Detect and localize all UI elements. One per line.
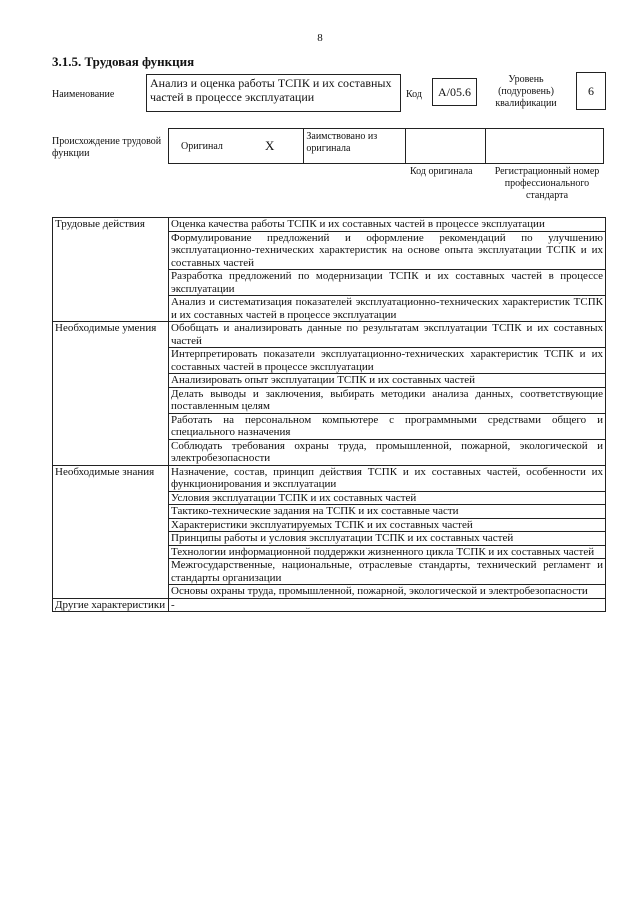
table-row bbox=[53, 598, 606, 612]
labor-function-table bbox=[52, 217, 606, 612]
table-row bbox=[53, 231, 606, 270]
group-title-cell: Другие характеристики bbox=[53, 598, 169, 612]
item-cell: - bbox=[169, 598, 606, 612]
item-cell: Интерпретировать показатели эксплуатационно-технических характеристик ТСПК и их составных частей в процессе эксплуатации bbox=[169, 348, 606, 374]
item-cell: Анализ и систематизация показателей эксплуатационно-технических характеристик ТСПК и их составных частей в процессе эксплуатации bbox=[169, 296, 606, 322]
table-row bbox=[53, 532, 606, 546]
reg-number-label: Регистрационный номер профессионального стандарта bbox=[494, 166, 600, 201]
group-title-cell: Необходимые умения bbox=[53, 322, 169, 348]
origin-label: Происхождение трудовой функции bbox=[52, 136, 162, 159]
table-row bbox=[53, 218, 606, 232]
code-value-box: A/05.6 bbox=[432, 78, 477, 106]
group-title-cell bbox=[53, 270, 169, 296]
item-cell: Технологии информационной поддержки жизненного цикла ТСПК и их составных частей bbox=[169, 545, 606, 559]
item-cell: Принципы работы и условия эксплуатации ТСПК и их составных частей bbox=[169, 532, 606, 546]
original-mark: X bbox=[265, 138, 275, 153]
group-title-cell bbox=[53, 545, 169, 559]
item-cell: Условия эксплуатации ТСПК и их составных частей bbox=[169, 491, 606, 505]
item-cell: Разработка предложений по модернизации ТСПК и их составных частей в процессе эксплуатации bbox=[169, 270, 606, 296]
item-cell: Межгосударственные, национальные, отраслевые стандарты, технический регламент и стандарты организации bbox=[169, 559, 606, 585]
table-row bbox=[53, 387, 606, 413]
item-cell: Основы охраны труда, промышленной, пожарной, экологической и электробезопасности bbox=[169, 585, 606, 599]
original-label: Оригинал bbox=[181, 141, 223, 152]
code-original-label: Код оригинала bbox=[410, 166, 473, 177]
item-cell: Назначение, состав, принцип действия ТСПК и их составных частей, особенности их функционирования и эксплуатации bbox=[169, 465, 606, 491]
name-label: Наименование bbox=[52, 89, 115, 100]
borrowed-cell bbox=[304, 129, 406, 163]
item-cell: Соблюдать требования охраны труда, промышленной, пожарной, экологической и электробезопасности bbox=[169, 439, 606, 465]
table-row bbox=[53, 439, 606, 465]
item-cell: Тактико-технические задания на ТСПК и их составные части bbox=[169, 505, 606, 519]
name-value-box: Анализ и оценка работы ТСПК и их составных частей в процессе эксплуатации bbox=[146, 74, 401, 112]
reg-number-cell bbox=[486, 129, 603, 163]
item-cell: Характеристики эксплуатируемых ТСПК и их составных частей bbox=[169, 518, 606, 532]
table-row bbox=[53, 505, 606, 519]
group-title-cell bbox=[53, 374, 169, 388]
table-row bbox=[53, 518, 606, 532]
group-title-cell bbox=[53, 231, 169, 270]
group-title-cell bbox=[53, 387, 169, 413]
group-title-cell bbox=[53, 491, 169, 505]
group-title-cell bbox=[53, 413, 169, 439]
table-row bbox=[53, 348, 606, 374]
table-row bbox=[53, 491, 606, 505]
table-row bbox=[53, 465, 606, 491]
code-label: Код bbox=[406, 89, 422, 100]
table-row bbox=[53, 545, 606, 559]
origin-row bbox=[168, 128, 604, 164]
level-label: Уровень (подуровень) квалификации bbox=[495, 74, 557, 109]
group-title-cell bbox=[53, 518, 169, 532]
borrowed-label: Заимствовано из оригинала bbox=[306, 131, 378, 154]
item-cell: Работать на персональном компьютере с программными средствами общего и специального назначения bbox=[169, 413, 606, 439]
group-title-cell bbox=[53, 559, 169, 585]
code-original-cell bbox=[406, 129, 486, 163]
section-title: 3.1.5. Трудовая функция bbox=[52, 54, 195, 69]
group-title-cell bbox=[53, 505, 169, 519]
item-cell: Делать выводы и заключения, выбирать методики анализа данных, соответствующие поставленным целям bbox=[169, 387, 606, 413]
original-cell bbox=[169, 129, 304, 163]
table-row bbox=[53, 585, 606, 599]
table-row bbox=[53, 322, 606, 348]
table-row bbox=[53, 413, 606, 439]
group-title-cell bbox=[53, 585, 169, 599]
group-title-cell: Необходимые знания bbox=[53, 465, 169, 491]
table-row bbox=[53, 296, 606, 322]
item-cell: Обобщать и анализировать данные по результатам эксплуатации ТСПК и их составных частей bbox=[169, 322, 606, 348]
group-title-cell: Трудовые действия bbox=[53, 218, 169, 232]
group-title-cell bbox=[53, 348, 169, 374]
level-value-box: 6 bbox=[576, 72, 606, 110]
item-cell: Анализировать опыт эксплуатации ТСПК и их составных частей bbox=[169, 374, 606, 388]
table-row bbox=[53, 270, 606, 296]
item-cell: Формулирование предложений и оформление рекомендаций по улучшению эксплуатационно-технических характеристик на основе опыта эксплуатации ТСПК и их составных частей bbox=[169, 231, 606, 270]
table-row bbox=[53, 374, 606, 388]
group-title-cell bbox=[53, 532, 169, 546]
group-title-cell bbox=[53, 439, 169, 465]
item-cell: Оценка качества работы ТСПК и их составных частей в процессе эксплуатации bbox=[169, 218, 606, 232]
group-title-cell bbox=[53, 296, 169, 322]
table-row bbox=[53, 559, 606, 585]
page-number: 8 bbox=[317, 32, 323, 44]
